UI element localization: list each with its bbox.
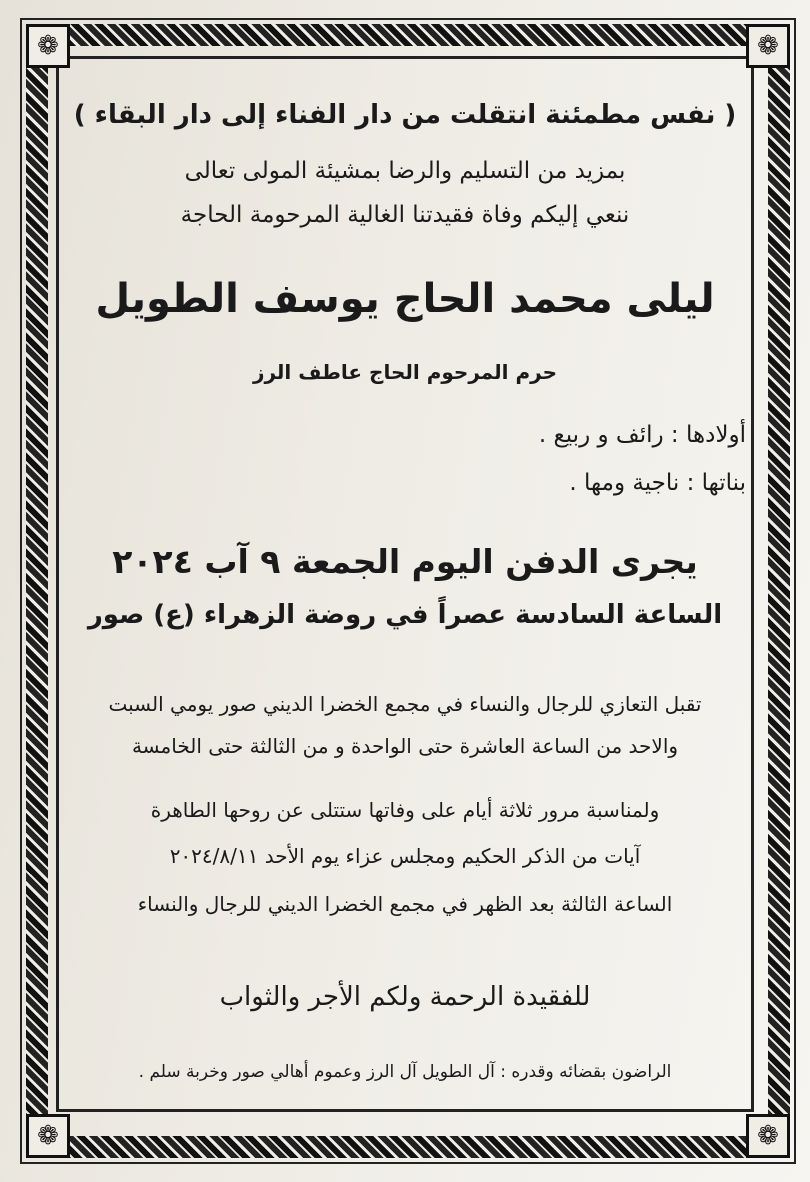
- deceased-name: ليلى محمد الحاج يوسف الطويل: [95, 276, 715, 322]
- corner-ornament-icon: ❁: [746, 1114, 790, 1158]
- daughters-line: بناتها : ناجية ومها .: [569, 470, 746, 496]
- burial-line-2: الساعة السادسة عصراً في روضة الزهراء (ع) صور: [87, 600, 723, 630]
- third-day-line-1: ولمناسبة مرور ثلاثة أيام على وفاتها ستتلى عن روحها الطاهرة: [150, 798, 660, 822]
- intro-line-2: ننعي إليكم وفاة فقيدتنا الغالية المرحومة الحاجة: [180, 202, 630, 228]
- third-day-line-2: آيات من الذكر الحكيم ومجلس عزاء يوم الأحد ٢٠٢٤/٨/١١: [169, 844, 641, 868]
- third-day-line-3: الساعة الثالثة بعد الظهر في مجمع الخضرا الديني للرجال والنساء: [137, 892, 673, 916]
- notice-content: [60, 70, 750, 1110]
- spouse-line: حرم المرحوم الحاج عاطف الرز: [252, 360, 558, 384]
- corner-ornament-icon: ❁: [26, 1114, 70, 1158]
- burial-line-1: يجرى الدفن اليوم الجمعة ٩ آب ٢٠٢٤: [112, 542, 698, 581]
- closing-prayer: للفقيدة الرحمة ولكم الأجر والثواب: [219, 982, 591, 1012]
- corner-ornament-icon: ❁: [746, 24, 790, 68]
- corner-ornament-icon: ❁: [26, 24, 70, 68]
- condolence-line-2: والاحد من الساعة العاشرة حتى الواحدة و من الثالثة حتى الخامسة: [131, 734, 679, 758]
- signatories: الراضون بقضائه وقدره : آل الطويل آل الرز وعموم أهالي صور وخربة سلم .: [138, 1062, 672, 1082]
- headline: ( نفس مطمئنة انتقلت من دار الفناء إلى دار البقاء ): [73, 100, 737, 130]
- intro-line-1: بمزيد من التسليم والرضا بمشيئة المولى تعالى: [184, 158, 626, 184]
- sons-line: أولادها : رائف و ربيع .: [538, 422, 746, 448]
- condolence-line-1: تقبل التعازي للرجال والنساء في مجمع الخضرا الديني صور يومي السبت: [108, 692, 702, 716]
